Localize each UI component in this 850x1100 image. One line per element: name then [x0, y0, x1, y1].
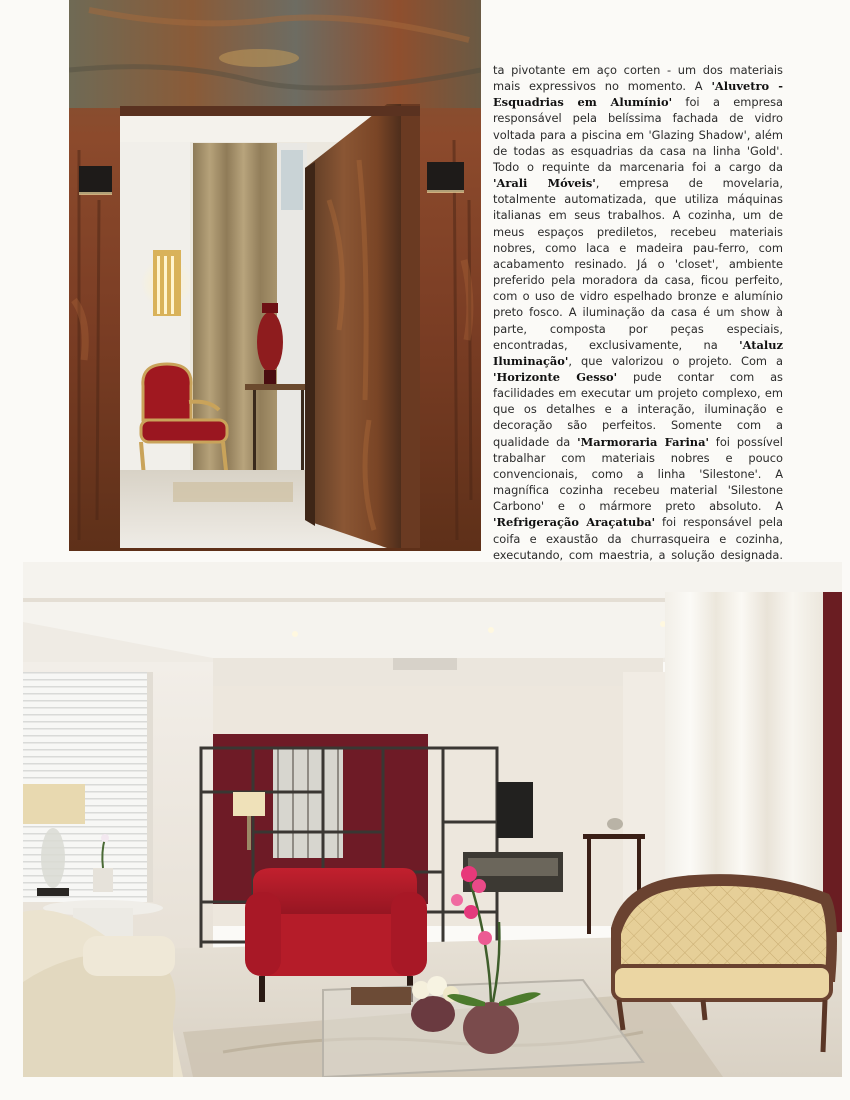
article-text-column [493, 62, 783, 562]
supplier-name-refrigeracao: 'Refrigeração Araçatuba' [493, 515, 656, 530]
living-room-illustration [23, 562, 842, 1077]
supplier-name-arali: 'Arali Móveis' [493, 176, 596, 191]
article-text-segment: foi possível trabalhar com materiais nobres e pouco convencionais, como a linha 'Silestone'. A magnífica cozinha recebeu material 'Silestone Carbono' e o mármore preto absoluto. A [493, 434, 783, 514]
supplier-name-ataluz: 'Ataluz Iluminação' [493, 337, 783, 368]
door-entrance-photo [69, 0, 481, 551]
article-text-segment: pude contar com as facilidades em executar um projeto complexo, em que os detalhes e a interação, iluminação e decoração são perfeitos. Somente com a qualidade da [493, 369, 783, 449]
article-text-segment: foi responsável pela coifa e exaustão da churrasqueira e cozinha, executando, com maestria, a solução designada. [493, 515, 783, 562]
door-entrance-illustration [69, 0, 481, 551]
supplier-name-horizonte: 'Horizonte Gesso' [493, 369, 618, 384]
article-paragraph [493, 62, 783, 579]
supplier-name-farina: 'Marmoraria Farina' [577, 434, 709, 449]
living-room-photo [23, 562, 842, 1077]
article-text-segment: ta pivotante em aço corten - um dos materiais mais expressivos no momento. A [493, 63, 783, 94]
article-text-segment: foi a empresa responsável pela belíssima fachada de vidro voltada para a piscina em 'Glazing Shadow', além de todas as esquadrias da casa na linha 'Gold'. Todo o requinte da marcenaria foi a cargo da [493, 95, 783, 174]
article-text-segment: , que valorizou o projeto. Com a [568, 353, 783, 368]
article-text-segment: , empresa de movelaria, totalmente automatizada, que utiliza máquinas italianas em seus trabalhos. A cozinha, um de meus espaços prediletos, recebeu materiais nobres, como laca e madeira pau-ferro, com acabamento resinado. Já o 'closet', ambiente preferido pela moradora da casa, ficou perfeito, com o uso de vidro espelhado bronze e alumínio preto fosco. A iluminação da casa é um show à parte, composta por peças especiais, encontradas, exclusivamente, na [493, 176, 783, 352]
supplier-name-aluvetro: 'Aluvetro - Esquadrias em Alumínio' [493, 79, 783, 110]
